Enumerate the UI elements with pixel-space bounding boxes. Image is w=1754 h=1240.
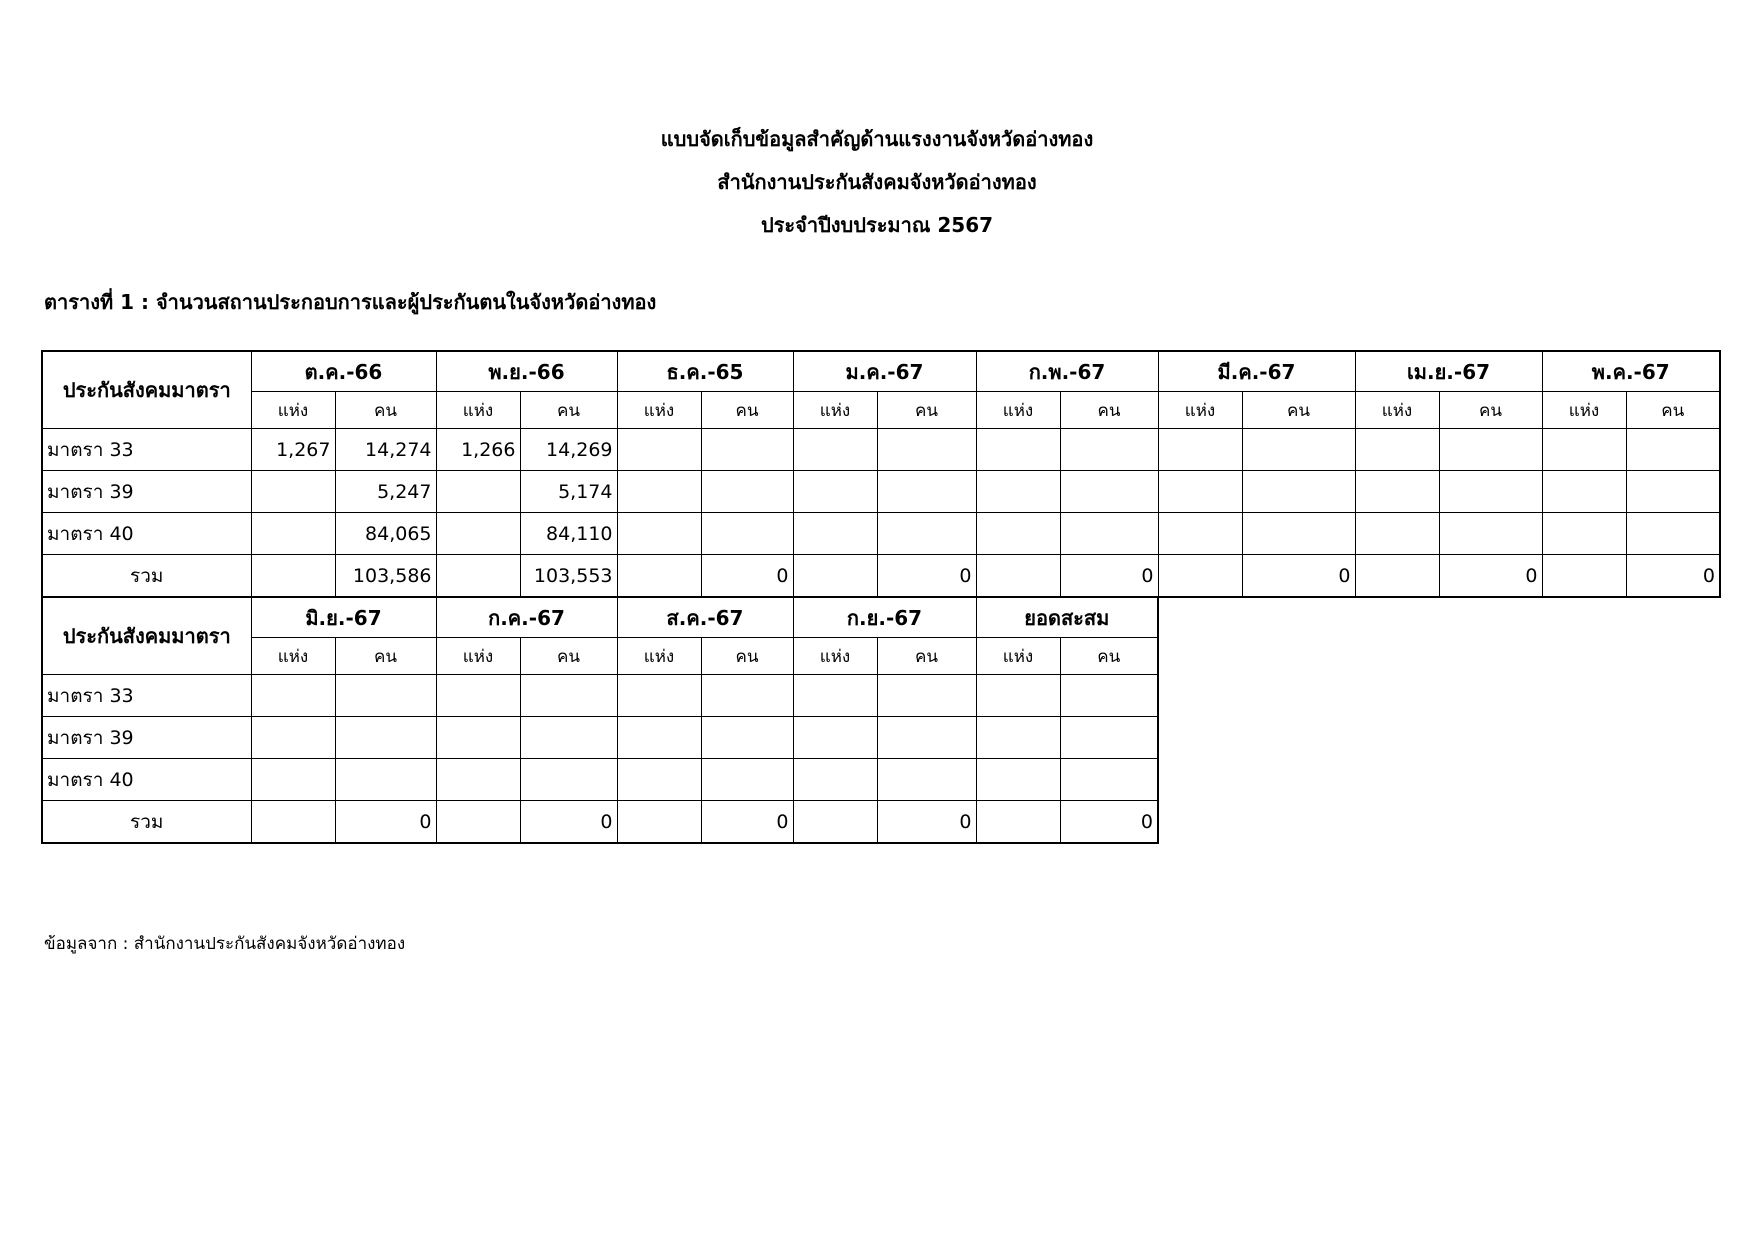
table-cell: [1060, 675, 1158, 717]
sub-header-persons: คน: [1626, 392, 1720, 429]
sub-header-persons: คน: [701, 392, 793, 429]
month-header: ยอดสะสม: [976, 597, 1158, 638]
table-cell: [1355, 555, 1439, 598]
table-cell: [877, 513, 976, 555]
table-cell: [335, 759, 436, 801]
table-cell: [701, 717, 793, 759]
month-header: ก.พ.-67: [976, 351, 1158, 392]
sub-header-places: แห่ง: [1158, 392, 1242, 429]
table-cell: [1542, 471, 1626, 513]
sub-header-places: แห่ง: [436, 392, 520, 429]
table-cell: [976, 717, 1060, 759]
source-note: ข้อมูลจาก : สำนักงานประกันสังคมจังหวัดอ่างทอง: [44, 934, 406, 954]
month-header: เม.ย.-67: [1355, 351, 1542, 392]
sub-header-persons: คน: [520, 392, 617, 429]
sub-header-persons: คน: [1242, 392, 1355, 429]
table-cell: 0: [1626, 555, 1720, 598]
table-row: [42, 429, 1720, 471]
sub-header-persons: คน: [1060, 392, 1158, 429]
document-header: [0, 118, 1754, 247]
table-cell: [1242, 471, 1355, 513]
month-header: มี.ค.-67: [1158, 351, 1355, 392]
table-cell: [976, 801, 1060, 844]
total-row-label: รวม: [42, 555, 251, 598]
table-row: [42, 513, 1720, 555]
table-cell: [1626, 471, 1720, 513]
table-cell: [617, 801, 701, 844]
sub-header-persons: คน: [1060, 638, 1158, 675]
sub-header-places: แห่ง: [617, 638, 701, 675]
sub-header-persons: คน: [877, 638, 976, 675]
sub-header-places: แห่ง: [1542, 392, 1626, 429]
table-cell: [251, 675, 335, 717]
sub-header-places: แห่ง: [793, 392, 877, 429]
table-cell: [1626, 429, 1720, 471]
table-cell: [976, 513, 1060, 555]
row-label: มาตรา 39: [42, 471, 251, 513]
table-cell: 103,586: [335, 555, 436, 598]
row-label: มาตรา 40: [42, 759, 251, 801]
table-cell: 0: [1060, 555, 1158, 598]
table-cell: [520, 675, 617, 717]
sub-header-places: แห่ง: [251, 638, 335, 675]
table-cell: [251, 555, 335, 598]
month-header: พ.ค.-67: [1542, 351, 1720, 392]
month-header: ต.ค.-66: [251, 351, 436, 392]
table-cell: [793, 759, 877, 801]
sub-header-persons: คน: [520, 638, 617, 675]
table-cell: [436, 513, 520, 555]
table-cell: 14,274: [335, 429, 436, 471]
table-cell: 0: [1242, 555, 1355, 598]
table-cell: [1439, 429, 1542, 471]
sub-header-places: แห่ง: [251, 392, 335, 429]
table-cell: [335, 675, 436, 717]
sub-header-places: แห่ง: [1355, 392, 1439, 429]
data-table-second-half: [41, 596, 1159, 844]
table-cell: [1060, 759, 1158, 801]
table-cell: [251, 801, 335, 844]
sub-header-places: แห่ง: [793, 638, 877, 675]
table-cell: [436, 801, 520, 844]
table-cell: [1626, 513, 1720, 555]
sub-header-persons: คน: [1439, 392, 1542, 429]
table-cell: [436, 759, 520, 801]
table-cell: [436, 471, 520, 513]
column-header-insurance-section: ประกันสังคมมาตรา: [42, 597, 251, 675]
month-header: ม.ค.-67: [793, 351, 976, 392]
table-cell: [701, 429, 793, 471]
table-cell: [251, 759, 335, 801]
table-cell: 84,110: [520, 513, 617, 555]
table-title: ตารางที่ 1 : จำนวนสถานประกอบการและผู้ประกันตนในจังหวัดอ่างทอง: [44, 290, 657, 314]
table-cell: [617, 759, 701, 801]
table-cell: [793, 801, 877, 844]
table-cell: 0: [335, 801, 436, 844]
table-cell: [1242, 513, 1355, 555]
table-cell: [335, 717, 436, 759]
table-cell: 84,065: [335, 513, 436, 555]
table-cell: [520, 759, 617, 801]
table-cell: 0: [701, 555, 793, 598]
table-cell: [1542, 555, 1626, 598]
total-row-label: รวม: [42, 801, 251, 844]
month-header: ก.ย.-67: [793, 597, 976, 638]
header-fiscal-year: ประจำปีงบประมาณ 2567: [760, 213, 994, 237]
sub-header-persons: คน: [335, 638, 436, 675]
table-cell: [1355, 471, 1439, 513]
table-cell: [877, 471, 976, 513]
table-cell: [436, 717, 520, 759]
table-cell: [793, 675, 877, 717]
table-cell: [793, 717, 877, 759]
table-cell: [877, 717, 976, 759]
table-cell: [1158, 513, 1242, 555]
table-cell: [701, 513, 793, 555]
row-label: มาตรา 39: [42, 717, 251, 759]
table-cell: [793, 471, 877, 513]
table-cell: [436, 555, 520, 598]
table-row: [42, 555, 1720, 598]
table-cell: [617, 717, 701, 759]
table-cell: [976, 675, 1060, 717]
table-cell: 5,247: [335, 471, 436, 513]
table-row: [42, 471, 1720, 513]
table-cell: 0: [1060, 801, 1158, 844]
table-cell: 1,266: [436, 429, 520, 471]
table-cell: [877, 429, 976, 471]
table-cell: 0: [877, 801, 976, 844]
table-cell: [617, 471, 701, 513]
table-cell: [251, 717, 335, 759]
table-row: [42, 759, 1158, 801]
table-row: [42, 801, 1158, 844]
table-cell: [701, 471, 793, 513]
table-cell: [1439, 513, 1542, 555]
table-cell: [1158, 555, 1242, 598]
month-header: ก.ค.-67: [436, 597, 617, 638]
header-title: แบบจัดเก็บข้อมูลสำคัญด้านแรงงานจังหวัดอ่างทอง: [660, 127, 1094, 151]
table-cell: 0: [701, 801, 793, 844]
table-cell: [1060, 717, 1158, 759]
table-cell: [617, 675, 701, 717]
sub-header-places: แห่ง: [436, 638, 520, 675]
data-table-first-half: [41, 350, 1721, 598]
month-header: พ.ย.-66: [436, 351, 617, 392]
table-row: [42, 717, 1158, 759]
table-cell: 103,553: [520, 555, 617, 598]
table-cell: [1355, 429, 1439, 471]
table-cell: [251, 471, 335, 513]
table-cell: [976, 759, 1060, 801]
sub-header-persons: คน: [877, 392, 976, 429]
table-cell: 0: [877, 555, 976, 598]
table-cell: [793, 555, 877, 598]
month-header: ส.ค.-67: [617, 597, 793, 638]
row-label: มาตรา 40: [42, 513, 251, 555]
table-cell: [617, 429, 701, 471]
table-cell: [436, 675, 520, 717]
sub-header-persons: คน: [335, 392, 436, 429]
row-label: มาตรา 33: [42, 429, 251, 471]
table-cell: 14,269: [520, 429, 617, 471]
table-cell: [1060, 513, 1158, 555]
table-cell: [1158, 429, 1242, 471]
month-header: มิ.ย.-67: [251, 597, 436, 638]
month-header: ธ.ค.-65: [617, 351, 793, 392]
table-cell: [793, 429, 877, 471]
table-cell: [251, 513, 335, 555]
table-cell: [1439, 471, 1542, 513]
table-cell: 0: [1439, 555, 1542, 598]
table-cell: [1060, 471, 1158, 513]
table-cell: [1242, 429, 1355, 471]
table-cell: 1,267: [251, 429, 335, 471]
header-office: สำนักงานประกันสังคมจังหวัดอ่างทอง: [717, 170, 1037, 194]
table-cell: 0: [520, 801, 617, 844]
table-cell: [617, 513, 701, 555]
table-cell: [793, 513, 877, 555]
table-cell: [1542, 429, 1626, 471]
sub-header-persons: คน: [701, 638, 793, 675]
table-cell: [617, 555, 701, 598]
sub-header-places: แห่ง: [617, 392, 701, 429]
table-cell: [1542, 513, 1626, 555]
table-cell: 5,174: [520, 471, 617, 513]
table-cell: [701, 675, 793, 717]
table-cell: [877, 675, 976, 717]
table-cell: [1060, 429, 1158, 471]
column-header-insurance-section: ประกันสังคมมาตรา: [42, 351, 251, 429]
sub-header-places: แห่ง: [976, 638, 1060, 675]
table-cell: [701, 759, 793, 801]
sub-header-places: แห่ง: [976, 392, 1060, 429]
table-cell: [1355, 513, 1439, 555]
table-cell: [877, 759, 976, 801]
table-row: [42, 675, 1158, 717]
table-cell: [976, 429, 1060, 471]
table-cell: [520, 717, 617, 759]
table-cell: [976, 555, 1060, 598]
table-cell: [976, 471, 1060, 513]
table-cell: [1158, 471, 1242, 513]
row-label: มาตรา 33: [42, 675, 251, 717]
